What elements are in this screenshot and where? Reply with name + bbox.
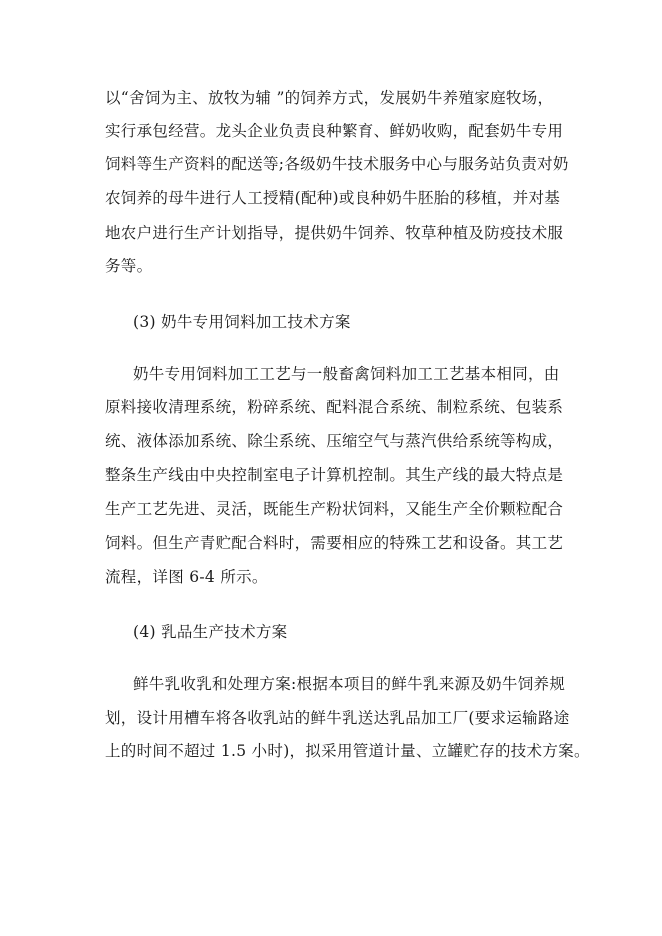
paragraph-2-line-1: 奶牛专用饲料加工工艺与一般畜禽饲料加工工艺基本相同，由	[133, 365, 560, 383]
paragraph-2-line-6: 饲料。但生产青贮配合料时，需要相应的特殊工艺和设备。其工艺	[105, 534, 564, 552]
paragraph-3-line-3: 上的时间不超过 1.5 小时)，拟采用管道计量、立罐贮存的技术方案。	[105, 742, 590, 760]
paragraph-2-line-3: 统、液体添加系统、除尘系统、压缩空气与蒸汽供给系统等构成，	[105, 432, 564, 450]
section-heading-3: (3) 奶牛专用饲料加工技术方案	[133, 313, 351, 331]
paragraph-3-line-1: 鲜牛乳收乳和处理方案:根据本项目的鲜牛乳来源及奶牛饲养规	[133, 675, 566, 693]
paragraph-1-line-6: 务等。	[105, 257, 153, 275]
paragraph-1-line-2: 实行承包经营。龙头企业负责良种繁育、鲜奶收购，配套奶牛专用	[105, 122, 564, 140]
section-heading-4: (4) 乳品生产技术方案	[133, 623, 288, 641]
paragraph-1-line-1: 以“舍饲为主、放牧为辅 ”的饲养方式，发展奶牛养殖家庭牧场，	[105, 89, 554, 107]
paragraph-1-line-5: 地农户进行生产计划指导，提供奶牛饲养、牧草种植及防疫技术服	[105, 224, 564, 242]
paragraph-1-line-4: 农饲养的母牛进行人工授精(配种)或良种奶牛胚胎的移植，并对基	[105, 189, 561, 207]
paragraph-2-line-4: 整条生产线由中央控制室电子计算机控制。其生产线的最大特点是	[105, 466, 564, 484]
paragraph-3-line-2: 划，设计用槽车将各收乳站的鲜牛乳送达乳品加工厂(要求运输路途	[105, 709, 570, 727]
paragraph-2-line-5: 生产工艺先进、灵活，既能生产粉状饲料，又能生产全价颗粒配合	[105, 500, 564, 518]
paragraph-2-line-2: 原料接收清理系统，粉碎系统、配料混合系统、制粒系统、包装系	[105, 398, 564, 416]
paragraph-1-line-3: 饲料等生产资料的配送等;各级奶牛技术服务中心与服务站负责对奶	[105, 155, 569, 173]
paragraph-2-line-7: 流程，详图 6-4 所示。	[105, 568, 268, 586]
